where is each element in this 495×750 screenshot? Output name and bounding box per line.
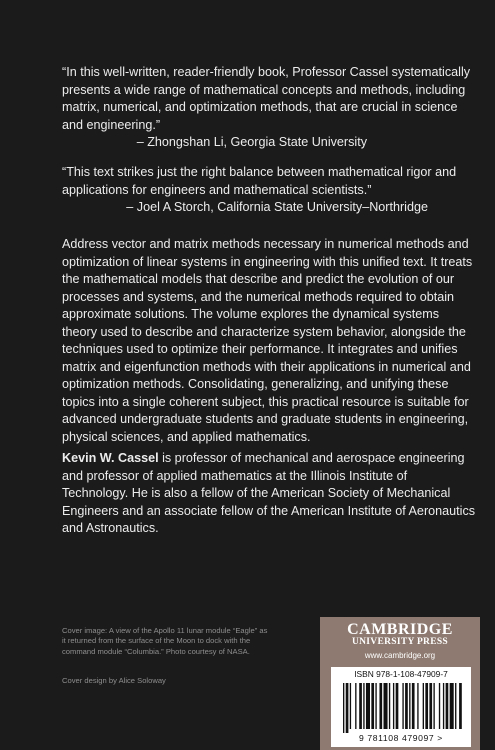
barcode-bar [359, 683, 362, 729]
barcode-bar [355, 683, 356, 729]
barcode-bar [450, 683, 454, 729]
author-bio-text: is professor of mechanical and aerospace engineering and professor of applied mathematics at the Illinois Institute of Technology. He is also a fellow of the American Society of Mechanical Engineers and an associate fellow of the American Institute of Aeronautics and Astronautics. [62, 451, 476, 535]
review-quote-2 [62, 164, 472, 217]
barcode-bar [402, 683, 403, 729]
cover-image-credit: Cover image: A view of the Apollo 11 lunar module “Eagle” as it returned from the surface of the Moon to dock with the command module “Columbia.” Photo courtesy of NASA. [62, 626, 268, 656]
barcode-bar [446, 683, 449, 729]
cover-design-credit: Cover design by Alice Soloway [62, 676, 166, 685]
barcode-bar [459, 683, 462, 729]
barcode-icon [331, 681, 471, 735]
barcode-digits: 9 781108 479097 > [359, 733, 443, 743]
publisher-logo: CAMBRIDGE [347, 621, 453, 638]
barcode-panel [331, 667, 471, 747]
quote-attribution: – Joel A Storch, California State University–Northridge [126, 200, 428, 215]
barcode-bar [379, 683, 382, 729]
barcode-bar [396, 683, 399, 729]
barcode-bar [412, 683, 415, 729]
barcode-bar [350, 683, 351, 729]
barcode-bar [393, 683, 394, 729]
barcode-bar [409, 683, 410, 729]
barcode-bar [371, 683, 374, 729]
quote-attribution: – Zhongshan Li, Georgia State University [136, 135, 367, 150]
review-quote-1 [62, 64, 472, 152]
book-description: Address vector and matrix methods necessary in numerical methods and optimization of linear systems in engineering with this unified text. It treats the mathematical models that describe and predict the evolution of our processes and systems, and the numerical methods required to obtain approximate solutions. The volume explores the dynamical systems theory used to describe and characterize system behavior, alongside the techniques used to optimize their performance. It integrates and unifies matrix and eigenfunction methods with their applications in numerical and optimization methods. Consolidating, generalizing, and unifying these topics into a single coherent subject, this practical resource is suitable for advanced undergraduate students and graduate students in engineering, physical sciences, and applied mathematics. [62, 237, 473, 444]
barcode-bar [389, 683, 390, 729]
barcode-bar [429, 683, 432, 729]
publisher-block [320, 617, 480, 750]
barcode-bar [384, 683, 388, 729]
barcode-bar [433, 683, 434, 729]
author-name: Kevin W. Cassel [62, 451, 159, 465]
barcode-bar [443, 683, 444, 729]
barcode-bar [375, 683, 376, 729]
barcode-bar [425, 683, 428, 729]
publisher-url: www.cambridge.org [364, 651, 436, 660]
author-bio [62, 450, 476, 538]
barcode-bar [417, 683, 418, 729]
barcode-bar [343, 683, 344, 733]
barcode-bar [366, 683, 370, 729]
barcode-bar [455, 683, 456, 729]
quote-text: “In this well-written, reader-friendly book, Professor Cassel systematically presents a wide range of mathematical concepts and methods, including matrix, numerical, and optimization methods, that are crucial in science and engineering.” [62, 65, 471, 132]
quote-text: “This text strikes just the right balance between mathematical rigor and applications for engineers and mathematical scientists.” [62, 165, 457, 197]
barcode-bar [346, 683, 349, 733]
barcode-bar [439, 683, 440, 729]
barcode-bar [405, 683, 408, 729]
publisher-subtitle: UNIVERSITY PRESS [351, 637, 449, 647]
barcode-bar [363, 683, 364, 729]
barcode-bar [423, 683, 424, 729]
isbn-label: ISBN 978-1-108-47909-7 [354, 669, 448, 679]
